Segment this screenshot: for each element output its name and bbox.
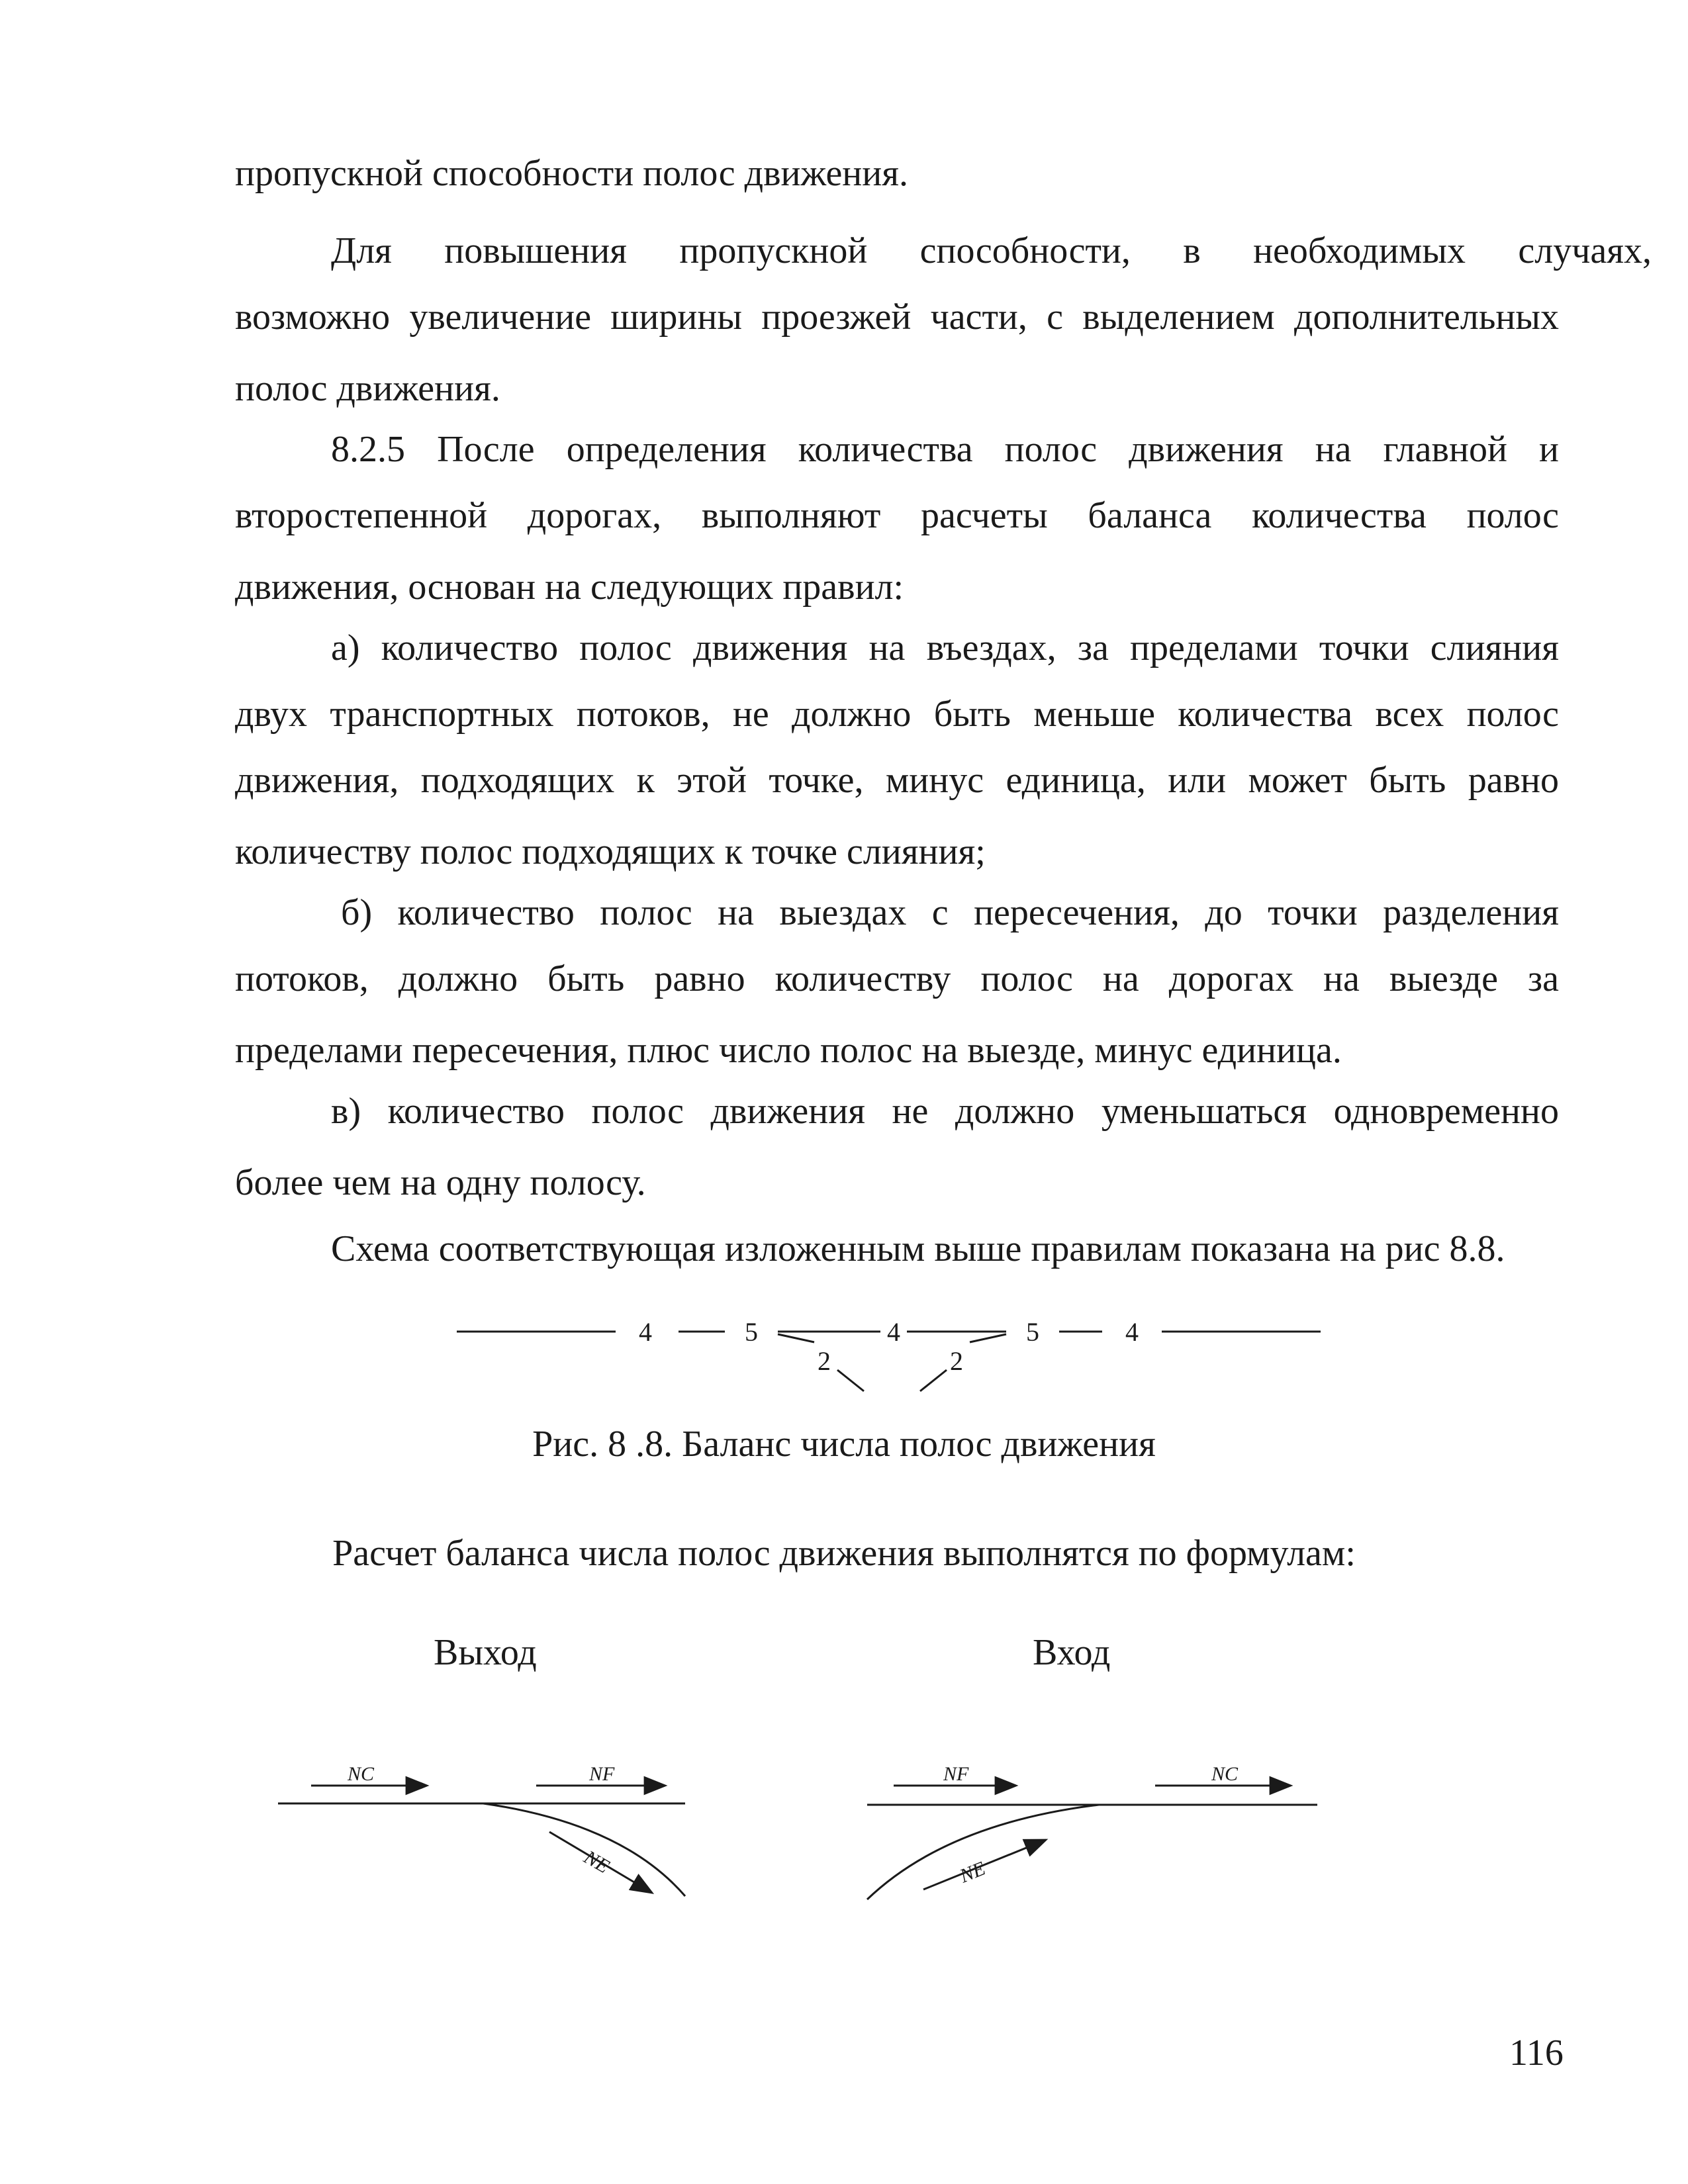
paragraph-line: второстепенной дорогах, выполняют расчеты баланса количества полос [235,495,1559,536]
paragraph-line: полос движения. [235,368,500,409]
paragraph-line: движения, основан на следующих правил: [235,567,904,608]
flow-label: NC [1211,1763,1239,1785]
entry-ramp [867,1805,1099,1899]
list-item-a: а) количество полос движения на въездах, за пределами точки слияния [331,627,1559,668]
paragraph-line: пропускной способности полос движения. [235,153,908,194]
list-item-c: в) количество полос движения не должно уменьшаться одновременно [331,1091,1559,1132]
ramp-line [970,1334,1006,1342]
paragraph-line: 8.2.5 После определения количества полос движения на главной и [331,429,1559,470]
flow-label: NC [348,1763,375,1785]
list-item-a: двух транспортных потоков, не должно быть меньше количества всех полос [235,694,1559,735]
ramp-line [778,1334,814,1342]
flow-label: NF [943,1763,969,1785]
exit-diagram [265,1734,715,1906]
formulas-intro: Расчет баланса числа полос движения выполнятся по формулам: [332,1533,1356,1574]
lane-balance-figure [0,1297,1688,1403]
lane-count-label: 4 [1125,1317,1139,1347]
flow-label: NE [580,1846,614,1878]
list-item-a: количеству полос подходящих к точке слияния; [235,831,986,872]
list-item-b: б) количество полос на выездах с пересечения, до точки разделения [341,892,1559,933]
exit-ramp [483,1803,685,1896]
ramp-lane-label: 2 [950,1346,963,1376]
list-item-b: потоков, должно быть равно количеству полос на дорогах на выезде за [235,958,1559,999]
list-item-b: пределами пересечения, плюс число полос на выезде, минус единица. [235,1030,1342,1071]
page-number: 116 [1509,2032,1564,2073]
lane-count-label: 4 [887,1317,900,1347]
ramp-line [920,1370,947,1391]
figure-caption: Рис. 8 .8. Баланс числа полос движения [532,1424,1156,1465]
ramp-line [837,1370,864,1391]
list-item-c: более чем на одну полосу. [235,1162,646,1203]
paragraph-line: возможно увеличение ширины проезжей части, с выделением дополнительных [235,296,1559,338]
list-item-a: движения, подходящих к этой точке, минус единица, или может быть равно [235,760,1559,801]
ramp-lane-label: 2 [818,1346,831,1376]
lane-count-label: 5 [1026,1317,1039,1347]
flow-label: NF [589,1763,615,1785]
scheme-reference: Схема соответствующая изложенным выше правилам показана на рис 8.8. [331,1228,1505,1269]
entry-title: Вход [1033,1632,1111,1673]
paragraph-line: Для повышения пропускной способности, в необходимых случаях, [331,230,1652,271]
lane-count-label: 4 [639,1317,652,1347]
exit-title: Выход [434,1632,537,1673]
lane-count-label: 5 [745,1317,758,1347]
flow-label: NE [957,1857,989,1888]
entry-diagram [854,1734,1331,1906]
